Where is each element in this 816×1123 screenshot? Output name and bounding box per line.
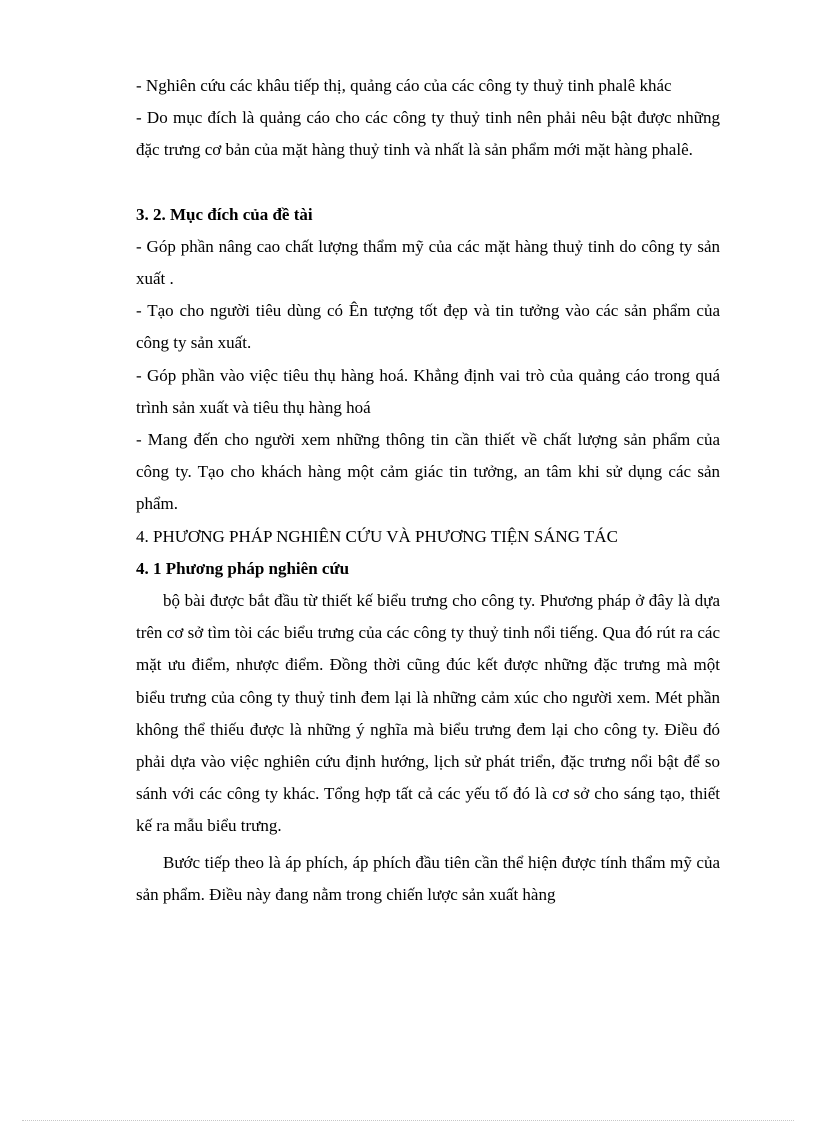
page-content bbox=[136, 70, 720, 911]
intro-paragraph-1: - Nghiên cứu các khâu tiếp thị, quảng cáo của các công ty thuỷ tinh phalê khác bbox=[136, 76, 672, 95]
section-heading-4: 4. PHƯƠNG PHÁP NGHIÊN CỨU VÀ PHƯƠNG TIỆN SÁNG TÁC bbox=[136, 526, 618, 546]
page-bottom-border bbox=[22, 1120, 794, 1121]
purpose-item-4: - Mang đến cho người xem những thông tin cần thiết về chất lượng sản phẩm của công ty. Tạo cho khách hàng một cảm giác tin tưởng, an tâm khi sử dụng các sản phẩm. bbox=[136, 430, 720, 514]
purpose-item-1: - Góp phần nâng cao chất lượng thẩm mỹ của các mặt hàng thuỷ tinh do công ty sản xuất . bbox=[136, 236, 720, 289]
purpose-item-2: - Tạo cho người tiêu dùng có Ên tượng tốt đẹp và tin tưởng vào các sản phẩm của công ty sản xuất. bbox=[136, 301, 720, 353]
paragraph-spacer bbox=[136, 167, 720, 199]
intro-paragraph-2: - Do mục đích là quảng cáo cho các công ty thuỷ tinh nên phải nêu bật được những đặc trưng cơ bản của mặt hàng thuỷ tinh và nhất là sản phẩm mới mặt hàng phalê. bbox=[136, 108, 720, 160]
method-paragraph-2: Bước tiếp theo là áp phích, áp phích đầu tiên cần thể hiện được tính thẩm mỹ của sản phẩm. Điều này đang nằm trong chiến lược sản xuất hàng bbox=[136, 852, 720, 904]
purpose-item-3: - Góp phần vào việc tiêu thụ hàng hoá. Khẳng định vai trò của quảng cáo trong quá trình sản xuất và tiêu thụ hàng hoá bbox=[136, 365, 720, 417]
subsection-heading-4-1: 4. 1 Phương pháp nghiên cứu bbox=[136, 558, 350, 578]
section-heading-3-2: 3. 2. Mục đích của đề tài bbox=[136, 204, 313, 224]
method-paragraph-1: bộ bài được bắt đầu từ thiết kế biểu trưng cho công ty. Phương pháp ở đây là dựa trên cơ sở tìm tòi các biểu trưng của các công ty thuỷ tinh nổi tiếng. Qua đó rút ra các mặt ưu điểm, nhược điểm. Đồng thời cũng đúc kết được những đặc trưng mà một biểu trưng của công ty thuỷ tinh đem lại là những cảm xúc cho người xem. Mét phần không thể thiếu được là những ý nghĩa mà biểu trưng đem lại cho công ty. Điều đó phải dựa vào việc nghiên cứu định hướng, lịch sử phát triển, đặc trưng nổi bật để so sánh với các công ty khác. Tổng hợp tất cả các yếu tố đó là cơ sở cho sáng tạo, thiết kế ra mẫu biểu trưng. bbox=[136, 591, 720, 836]
